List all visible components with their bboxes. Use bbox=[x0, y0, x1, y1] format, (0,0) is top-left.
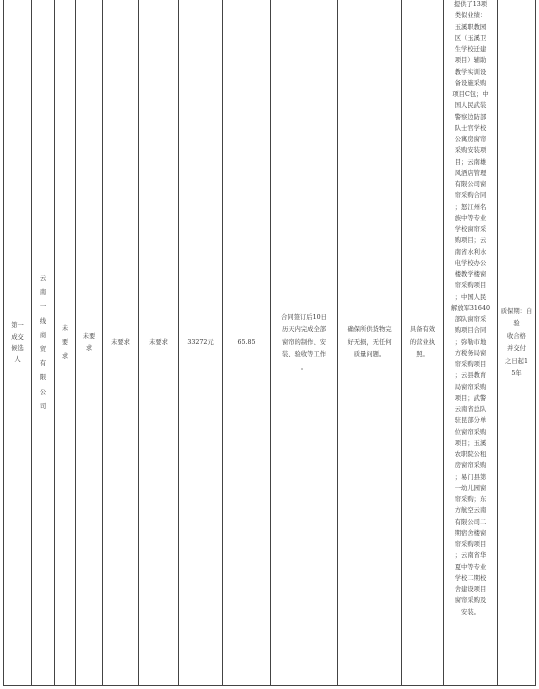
performance-line: 方航空云南 bbox=[454, 507, 487, 515]
rank-line: 候选 bbox=[11, 345, 24, 352]
performance-line: 警察边防部 bbox=[454, 113, 487, 121]
performance-line: 购项目合同 bbox=[454, 327, 487, 335]
performance-line: 目；云南雄 bbox=[454, 158, 487, 166]
performance-line: 购项目；云 bbox=[454, 237, 487, 245]
performance-line: 帘采购项目 bbox=[454, 282, 487, 290]
delivery-line: 。 bbox=[300, 363, 308, 371]
warranty-cell bbox=[497, 0, 536, 686]
performance-line: 夏中等专业 bbox=[454, 563, 487, 571]
qualification-line: 照。 bbox=[416, 351, 429, 359]
performance-line: ；易门县第 bbox=[454, 473, 487, 481]
warranty-line: 之日起1 bbox=[505, 357, 528, 365]
rank-line: 第一 bbox=[11, 322, 24, 330]
performance-line: 类似业绩： bbox=[454, 12, 487, 20]
performance-line: 风酒店管理 bbox=[454, 169, 487, 177]
req-a-char: 要 bbox=[61, 339, 69, 346]
supplier-char: 公 bbox=[39, 388, 47, 396]
requirement-d-cell bbox=[138, 0, 178, 686]
supplier-char: 一 bbox=[39, 303, 47, 311]
supplier-char: 商 bbox=[39, 331, 47, 339]
performance-line: 方税务局窗 bbox=[454, 349, 487, 357]
performance-line: 驻昆部分单 bbox=[454, 417, 487, 425]
performance-line: 位窗帘采购 bbox=[454, 428, 487, 436]
performance-line: 帘采购项目 bbox=[454, 541, 487, 548]
performance-line: 帘采购合同 bbox=[454, 192, 487, 200]
qualification-cell bbox=[401, 0, 443, 686]
req-b-line: 未要 bbox=[82, 333, 96, 340]
performance-line: 农职院公租 bbox=[454, 451, 487, 458]
quality-term bbox=[347, 324, 391, 362]
performance-line: 解放军31640 bbox=[451, 304, 490, 312]
warranty-line: 5年 bbox=[511, 370, 522, 377]
warranty-line: 并交付 bbox=[507, 345, 526, 352]
warranty bbox=[500, 306, 533, 381]
warranty-line: 质保期：自验 bbox=[500, 307, 533, 327]
performance-line: 教学实训设 bbox=[454, 68, 487, 76]
performance-line: 帘采购项目 bbox=[454, 361, 487, 368]
performance-line: 电学校办公 bbox=[454, 259, 487, 267]
performance-line: 公寓房窗帘 bbox=[454, 136, 487, 143]
performance-list bbox=[451, 0, 490, 618]
performance-line: 帘采购；东 bbox=[454, 496, 487, 503]
quality-line: 质量问题。 bbox=[353, 351, 386, 359]
requirement-c: 未要求 bbox=[111, 338, 130, 346]
warranty-line: 收合格 bbox=[507, 332, 526, 340]
performance-line: 族中等专业 bbox=[454, 214, 487, 222]
req-a-char: 求 bbox=[61, 353, 69, 360]
delivery-line: 装、验收等工作 bbox=[281, 351, 327, 359]
score-cell bbox=[222, 0, 270, 686]
performance-line: ；云县教育 bbox=[454, 372, 487, 380]
performance-line: 学校窗帘采 bbox=[454, 226, 487, 233]
supplier-char: 南 bbox=[39, 289, 47, 297]
requirement-a-cell bbox=[54, 0, 75, 686]
candidate-table bbox=[3, 0, 536, 689]
qualification-line: 的营业执 bbox=[409, 338, 436, 346]
table-bottom-border bbox=[3, 685, 536, 686]
req-b-line: 求 bbox=[85, 345, 93, 352]
requirement-b-cell bbox=[75, 0, 102, 686]
performance-line: 南省水利水 bbox=[454, 248, 487, 256]
requirement-b bbox=[83, 331, 96, 355]
supplier-name-cell bbox=[31, 0, 54, 686]
performance-line: 期宿舍楼窗 bbox=[454, 529, 487, 537]
supplier-name bbox=[40, 272, 46, 414]
bid-price-cell bbox=[178, 0, 222, 686]
supplier-char: 云 bbox=[39, 274, 47, 282]
performance-line: 窗帘采购及 bbox=[454, 597, 487, 605]
score: 65.85 bbox=[237, 338, 256, 346]
performance-line: 备设施采购 bbox=[454, 79, 487, 87]
performance-line: 项目；武警 bbox=[454, 394, 487, 402]
supplier-char: 司 bbox=[39, 402, 47, 410]
performance-line: 学校二期校 bbox=[454, 574, 487, 582]
performance-line: 局窗帘采购 bbox=[454, 383, 487, 391]
quality-term-cell bbox=[337, 0, 401, 686]
performance-line: 安装。 bbox=[461, 608, 480, 616]
performance-line: 有限公司窗 bbox=[454, 181, 487, 188]
requirement-a bbox=[62, 322, 68, 364]
performance-line: 玉溪职教园 bbox=[454, 23, 487, 31]
performance-line: ；云南省华 bbox=[454, 552, 487, 560]
supplier-char: 贸 bbox=[39, 346, 47, 353]
delivery-line: 历天内完成全部 bbox=[281, 326, 327, 334]
performance-line: 部队窗帘采 bbox=[454, 316, 487, 323]
delivery-term bbox=[281, 312, 327, 375]
performance-line: ；弥勒市地 bbox=[454, 338, 487, 346]
delivery-term-cell bbox=[270, 0, 337, 686]
performance-line: 一幼儿园窗 bbox=[454, 484, 487, 492]
bid-price: 33272元 bbox=[187, 338, 214, 346]
rank-line: 人 bbox=[14, 356, 21, 364]
candidate-rank-cell bbox=[3, 0, 31, 686]
performance-line: 云南省总队 bbox=[454, 406, 487, 413]
performance-line: 提供了13项 bbox=[453, 1, 488, 8]
performance-line: 有限公司二 bbox=[454, 518, 487, 526]
performance-line: 舍建设项目 bbox=[454, 586, 487, 593]
performance-line: 项目；玉溪 bbox=[454, 439, 487, 447]
performance-line: 房窗帘采购 bbox=[454, 462, 487, 470]
delivery-line: 窗帘的制作、安 bbox=[281, 338, 327, 346]
delivery-line: 合同签订后10日 bbox=[281, 313, 327, 321]
req-a-char: 未 bbox=[61, 325, 69, 332]
quality-line: 好无损，无任何 bbox=[347, 338, 392, 346]
performance-line: 队士官学校 bbox=[454, 124, 487, 132]
performance-line: 采购安装项 bbox=[454, 147, 487, 155]
performance-cell bbox=[443, 0, 497, 686]
rank-line: 成交 bbox=[11, 333, 24, 341]
quality-line: 确保所供货物完 bbox=[347, 326, 392, 334]
requirement-d: 未要求 bbox=[149, 338, 168, 346]
qualification-line: 具备有效 bbox=[409, 326, 436, 334]
requirement-c-cell bbox=[102, 0, 138, 686]
performance-line: 国人民武装 bbox=[454, 102, 487, 110]
performance-line: 项目C包；中 bbox=[452, 91, 489, 98]
performance-line: ；中国人民 bbox=[454, 293, 487, 301]
supplier-char: 有 bbox=[39, 360, 47, 368]
performance-line: 区（玉溪卫 bbox=[454, 34, 487, 42]
performance-line: 生学校迁建 bbox=[454, 46, 487, 53]
performance-line: ；怒江州名 bbox=[454, 203, 487, 211]
performance-line: 楼教学楼窗 bbox=[454, 271, 487, 278]
qualification bbox=[410, 324, 435, 362]
candidate-rank bbox=[11, 320, 24, 365]
performance-line: 项目）辅助 bbox=[454, 57, 487, 65]
supplier-char: 线 bbox=[39, 317, 47, 325]
supplier-char: 限 bbox=[39, 374, 47, 382]
